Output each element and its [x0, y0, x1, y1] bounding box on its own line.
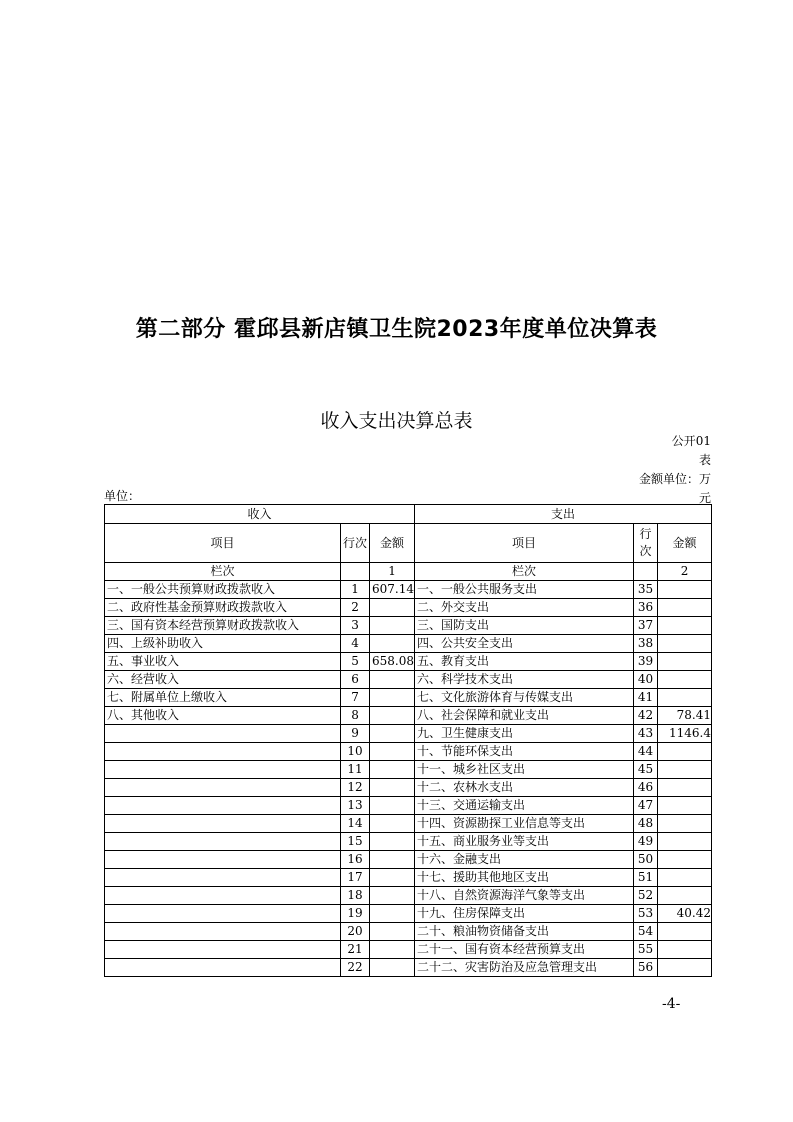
expense-row-no: 55 — [634, 941, 658, 959]
table-row — [105, 653, 712, 671]
income-item: 七、附属单位上缴收入 — [105, 689, 341, 707]
expense-amount-header: 金额 — [658, 524, 712, 563]
income-item: 一、一般公共预算财政拨款收入 — [105, 581, 341, 599]
expense-amount — [658, 761, 712, 779]
income-amount — [370, 797, 415, 815]
expense-row-no: 48 — [634, 815, 658, 833]
expense-item: 五、教育支出 — [415, 653, 634, 671]
expense-amount — [658, 635, 712, 653]
table-row — [105, 635, 712, 653]
income-amount — [370, 617, 415, 635]
income-amount — [370, 761, 415, 779]
expense-amount — [658, 743, 712, 761]
expense-item: 二、外交支出 — [415, 599, 634, 617]
income-amount — [370, 815, 415, 833]
income-row-no: 12 — [341, 779, 370, 797]
expense-amount — [658, 941, 712, 959]
expense-item: 十六、金融支出 — [415, 851, 634, 869]
page-number: -4- — [662, 996, 681, 1012]
income-amount — [370, 599, 415, 617]
income-row-no: 22 — [341, 959, 370, 977]
income-amount — [370, 869, 415, 887]
income-amount-header: 金额 — [370, 524, 415, 563]
income-row-no: 19 — [341, 905, 370, 923]
expense-header: 支出 — [415, 505, 712, 524]
income-row-no: 8 — [341, 707, 370, 725]
expense-amount — [658, 617, 712, 635]
expense-row-no: 37 — [634, 617, 658, 635]
income-row-no: 16 — [341, 851, 370, 869]
income-item — [105, 851, 341, 869]
expense-item: 六、科学技术支出 — [415, 671, 634, 689]
expense-amount — [658, 833, 712, 851]
income-row-no-header: 行次 — [341, 524, 370, 563]
table-row — [105, 815, 712, 833]
expense-row-no: 41 — [634, 689, 658, 707]
income-item — [105, 725, 341, 743]
income-row-no: 1 — [341, 581, 370, 599]
income-item — [105, 761, 341, 779]
expense-amount — [658, 599, 712, 617]
income-item — [105, 779, 341, 797]
table-row — [105, 617, 712, 635]
income-item — [105, 869, 341, 887]
expense-item: 十五、商业服务业等支出 — [415, 833, 634, 851]
expense-item: 十二、农林水支出 — [415, 779, 634, 797]
income-expense-table — [104, 504, 712, 977]
expense-row-no: 54 — [634, 923, 658, 941]
expense-amount: 40.42 — [658, 905, 712, 923]
table-row — [105, 941, 712, 959]
expense-item: 四、公共安全支出 — [415, 635, 634, 653]
income-amount — [370, 689, 415, 707]
expense-item: 十三、交通运输支出 — [415, 797, 634, 815]
income-amount: 658.08 — [370, 653, 415, 671]
form-number-line1: 公开01 — [671, 434, 711, 448]
income-amount — [370, 707, 415, 725]
expense-row-no: 44 — [634, 743, 658, 761]
table-row — [105, 887, 712, 905]
table-row — [105, 905, 712, 923]
income-item — [105, 887, 341, 905]
expense-amount — [658, 671, 712, 689]
income-row-no: 3 — [341, 617, 370, 635]
income-amount — [370, 851, 415, 869]
expense-row-no: 35 — [634, 581, 658, 599]
income-row-no: 10 — [341, 743, 370, 761]
expense-amount: 1146.4 — [658, 725, 712, 743]
table-row — [105, 797, 712, 815]
table-row — [105, 671, 712, 689]
income-amount — [370, 671, 415, 689]
income-row-no: 5 — [341, 653, 370, 671]
table-title: 收入支出决算总表 — [320, 410, 473, 432]
expense-column-number: 2 — [658, 563, 712, 581]
table-row — [105, 707, 712, 725]
expense-column-label: 栏次 — [415, 563, 634, 581]
expense-row-no: 36 — [634, 599, 658, 617]
income-amount — [370, 725, 415, 743]
page-title: 第二部分 霍邱县新店镇卫生院2023年度单位决算表 — [135, 317, 658, 342]
table-row — [105, 869, 712, 887]
table-row — [105, 923, 712, 941]
income-row-no: 21 — [341, 941, 370, 959]
amount-unit-line2: 元 — [698, 491, 711, 505]
income-item: 五、事业收入 — [105, 653, 341, 671]
empty-cell — [341, 563, 370, 581]
income-amount — [370, 635, 415, 653]
expense-row-no: 40 — [634, 671, 658, 689]
table-row — [105, 779, 712, 797]
expense-amount — [658, 815, 712, 833]
expense-item: 十七、援助其他地区支出 — [415, 869, 634, 887]
expense-item: 八、社会保障和就业支出 — [415, 707, 634, 725]
income-item-header: 项目 — [105, 524, 341, 563]
expense-item: 七、文化旅游体育与传媒支出 — [415, 689, 634, 707]
table-row — [105, 743, 712, 761]
income-row-no: 9 — [341, 725, 370, 743]
income-item — [105, 797, 341, 815]
table-row — [105, 833, 712, 851]
expense-row-no: 49 — [634, 833, 658, 851]
income-row-no: 17 — [341, 869, 370, 887]
income-row-no: 15 — [341, 833, 370, 851]
expense-item: 二十一、国有资本经营预算支出 — [415, 941, 634, 959]
income-row-no: 4 — [341, 635, 370, 653]
expense-amount — [658, 851, 712, 869]
unit-label: 单位： — [104, 489, 141, 503]
expense-row-no: 45 — [634, 761, 658, 779]
expense-row-no: 50 — [634, 851, 658, 869]
expense-row-no: 46 — [634, 779, 658, 797]
income-row-no: 18 — [341, 887, 370, 905]
income-row-no: 2 — [341, 599, 370, 617]
income-item: 六、经营收入 — [105, 671, 341, 689]
expense-item: 三、国防支出 — [415, 617, 634, 635]
income-row-no: 11 — [341, 761, 370, 779]
table-row — [105, 851, 712, 869]
expense-amount — [658, 959, 712, 977]
expense-row-no: 51 — [634, 869, 658, 887]
income-amount — [370, 905, 415, 923]
income-item — [105, 905, 341, 923]
expense-amount — [658, 797, 712, 815]
income-amount — [370, 833, 415, 851]
table-row — [105, 581, 712, 599]
expense-amount — [658, 653, 712, 671]
income-amount — [370, 779, 415, 797]
income-amount — [370, 887, 415, 905]
table-row — [105, 599, 712, 617]
expense-row-no: 42 — [634, 707, 658, 725]
income-item: 四、上级补助收入 — [105, 635, 341, 653]
income-header: 收入 — [105, 505, 415, 524]
expense-row-no: 52 — [634, 887, 658, 905]
expense-item: 十八、自然资源海洋气象等支出 — [415, 887, 634, 905]
expense-item: 九、卫生健康支出 — [415, 725, 634, 743]
expense-row-no: 47 — [634, 797, 658, 815]
income-item — [105, 743, 341, 761]
expense-amount — [658, 923, 712, 941]
income-row-no: 7 — [341, 689, 370, 707]
table-row — [105, 725, 712, 743]
income-amount — [370, 743, 415, 761]
income-item: 三、国有资本经营预算财政拨款收入 — [105, 617, 341, 635]
expense-row-no-header: 行次 — [634, 524, 658, 563]
income-item — [105, 923, 341, 941]
expense-item-header: 项目 — [415, 524, 634, 563]
income-item — [105, 941, 341, 959]
income-amount: 607.14 — [370, 581, 415, 599]
form-number — [639, 432, 711, 508]
income-row-no: 6 — [341, 671, 370, 689]
form-number-line2: 表 — [698, 453, 711, 467]
income-amount — [370, 923, 415, 941]
income-item — [105, 833, 341, 851]
expense-amount: 78.41 — [658, 707, 712, 725]
income-row-no: 13 — [341, 797, 370, 815]
expense-amount — [658, 581, 712, 599]
expense-item: 十、节能环保支出 — [415, 743, 634, 761]
income-row-no: 20 — [341, 923, 370, 941]
income-item: 二、政府性基金预算财政拨款收入 — [105, 599, 341, 617]
income-amount — [370, 941, 415, 959]
expense-item: 二十、粮油物资储备支出 — [415, 923, 634, 941]
expense-row-no: 56 — [634, 959, 658, 977]
expense-amount — [658, 689, 712, 707]
income-item — [105, 815, 341, 833]
expense-item: 十一、城乡社区支出 — [415, 761, 634, 779]
amount-unit-line1: 金额单位：万 — [638, 472, 711, 486]
expense-row-no: 39 — [634, 653, 658, 671]
income-row-no: 14 — [341, 815, 370, 833]
income-amount — [370, 959, 415, 977]
income-item — [105, 959, 341, 977]
expense-row-no: 38 — [634, 635, 658, 653]
income-column-number: 1 — [370, 563, 415, 581]
expense-item: 十九、住房保障支出 — [415, 905, 634, 923]
expense-item: 十四、资源勘探工业信息等支出 — [415, 815, 634, 833]
expense-amount — [658, 887, 712, 905]
table-row — [105, 959, 712, 977]
expense-amount — [658, 869, 712, 887]
expense-item: 二十二、灾害防治及应急管理支出 — [415, 959, 634, 977]
empty-cell — [634, 563, 658, 581]
income-item: 八、其他收入 — [105, 707, 341, 725]
expense-amount — [658, 779, 712, 797]
expense-item: 一、一般公共服务支出 — [415, 581, 634, 599]
expense-row-no: 53 — [634, 905, 658, 923]
expense-row-no: 43 — [634, 725, 658, 743]
income-column-label: 栏次 — [105, 563, 341, 581]
table-row — [105, 761, 712, 779]
table-row — [105, 689, 712, 707]
